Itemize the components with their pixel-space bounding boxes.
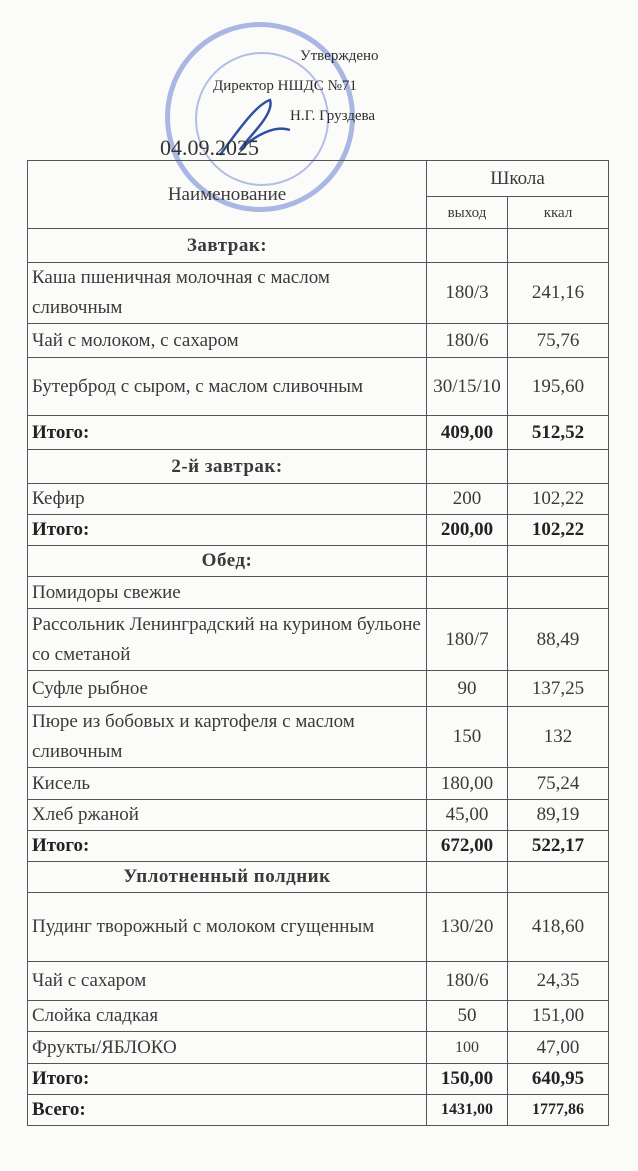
dish-name: Суфле рыбное (28, 671, 427, 707)
output-cell (427, 577, 508, 609)
kcal-cell (508, 450, 609, 484)
kcal-cell (508, 577, 609, 609)
kcal-cell: 88,49 (508, 609, 609, 671)
output-cell: 150 (427, 707, 508, 768)
dish-name: Чай с сахаром (28, 962, 427, 1001)
output-cell: 1431,00 (427, 1095, 508, 1126)
kcal-cell: 522,17 (508, 831, 609, 862)
table-row (28, 1001, 609, 1032)
output-cell: 200 (427, 484, 508, 515)
dish-name: Хлеб ржаной (28, 800, 427, 831)
output-cell: 200,00 (427, 515, 508, 546)
output-cell (427, 229, 508, 263)
table-row (28, 358, 609, 416)
dish-name: Каша пшеничная молочная с маслом сливочным (28, 263, 427, 324)
table-row (28, 577, 609, 609)
output-cell: 90 (427, 671, 508, 707)
output-cell: 30/15/10 (427, 358, 508, 416)
output-cell: 672,00 (427, 831, 508, 862)
dish-name: Фрукты/ЯБЛОКО (28, 1032, 427, 1064)
dish-name: Кефир (28, 484, 427, 515)
table-row (28, 263, 609, 324)
kcal-cell: 640,95 (508, 1064, 609, 1095)
kcal-cell: 195,60 (508, 358, 609, 416)
section-row (28, 546, 609, 577)
kcal-cell: 102,22 (508, 484, 609, 515)
kcal-cell: 47,00 (508, 1032, 609, 1064)
table-row (28, 484, 609, 515)
total-row (28, 1095, 609, 1126)
kcal-cell: 418,60 (508, 893, 609, 962)
section-title: Завтрак: (28, 229, 427, 263)
kcal-cell: 241,16 (508, 263, 609, 324)
total-row (28, 1064, 609, 1095)
menu-date: 04.09.2025 (160, 135, 259, 160)
dish-name: Бутерброд с сыром, с маслом сливочным (28, 358, 427, 416)
output-cell: 180/3 (427, 263, 508, 324)
dish-name: Рассольник Ленинградский на курином бульоне со сметаной (28, 609, 427, 671)
output-cell: 45,00 (427, 800, 508, 831)
section-row (28, 229, 609, 263)
dish-name: Итого: (28, 416, 427, 450)
dish-name: Всего: (28, 1095, 427, 1126)
approver-name: Н.Г. Груздева (290, 108, 376, 124)
section-title: 2-й завтрак: (28, 450, 427, 484)
total-row (28, 831, 609, 862)
section-row (28, 450, 609, 484)
kcal-cell (508, 546, 609, 577)
output-cell: 100 (427, 1032, 508, 1064)
header-name: Наименование (28, 161, 427, 229)
table-row (28, 800, 609, 831)
kcal-cell: 151,00 (508, 1001, 609, 1032)
dish-name: Пюре из бобовых и картофеля с маслом сливочным (28, 707, 427, 768)
output-cell (427, 862, 508, 893)
dish-name: Итого: (28, 515, 427, 546)
kcal-cell: 512,52 (508, 416, 609, 450)
table-row (28, 324, 609, 358)
kcal-cell: 75,76 (508, 324, 609, 358)
dish-name: Итого: (28, 1064, 427, 1095)
kcal-cell: 89,19 (508, 800, 609, 831)
kcal-cell: 75,24 (508, 768, 609, 800)
output-cell: 180,00 (427, 768, 508, 800)
output-cell: 150,00 (427, 1064, 508, 1095)
table-row (28, 1032, 609, 1064)
table-row (28, 962, 609, 1001)
dish-name: Итого: (28, 831, 427, 862)
dish-name: Кисель (28, 768, 427, 800)
kcal-cell (508, 862, 609, 893)
kcal-cell: 102,22 (508, 515, 609, 546)
output-cell (427, 546, 508, 577)
output-cell: 180/7 (427, 609, 508, 671)
dish-name: Чай с молоком, с сахаром (28, 324, 427, 358)
output-cell: 130/20 (427, 893, 508, 962)
total-row (28, 416, 609, 450)
table-row (28, 671, 609, 707)
table-row (28, 609, 609, 671)
section-title: Обед: (28, 546, 427, 577)
output-cell: 180/6 (427, 324, 508, 358)
approval-label: Утверждено (300, 48, 379, 64)
output-cell: 409,00 (427, 416, 508, 450)
dish-name: Пудинг творожный с молоком сгущенным (28, 893, 427, 962)
header-output: выход (427, 197, 508, 229)
header-kcal: ккал (508, 197, 609, 229)
header-school: Школа (427, 161, 609, 197)
kcal-cell (508, 229, 609, 263)
table-row (28, 707, 609, 768)
table-row (28, 893, 609, 962)
table-row (28, 768, 609, 800)
section-row (28, 862, 609, 893)
dish-name: Помидоры свежие (28, 577, 427, 609)
total-row (28, 515, 609, 546)
kcal-cell: 1777,86 (508, 1095, 609, 1126)
approver-title: Директор НШДС №71 (213, 78, 357, 94)
kcal-cell: 132 (508, 707, 609, 768)
menu-table (27, 160, 609, 1126)
output-cell: 180/6 (427, 962, 508, 1001)
kcal-cell: 137,25 (508, 671, 609, 707)
dish-name: Слойка сладкая (28, 1001, 427, 1032)
output-cell (427, 450, 508, 484)
kcal-cell: 24,35 (508, 962, 609, 1001)
output-cell: 50 (427, 1001, 508, 1032)
section-title: Уплотненный полдник (28, 862, 427, 893)
